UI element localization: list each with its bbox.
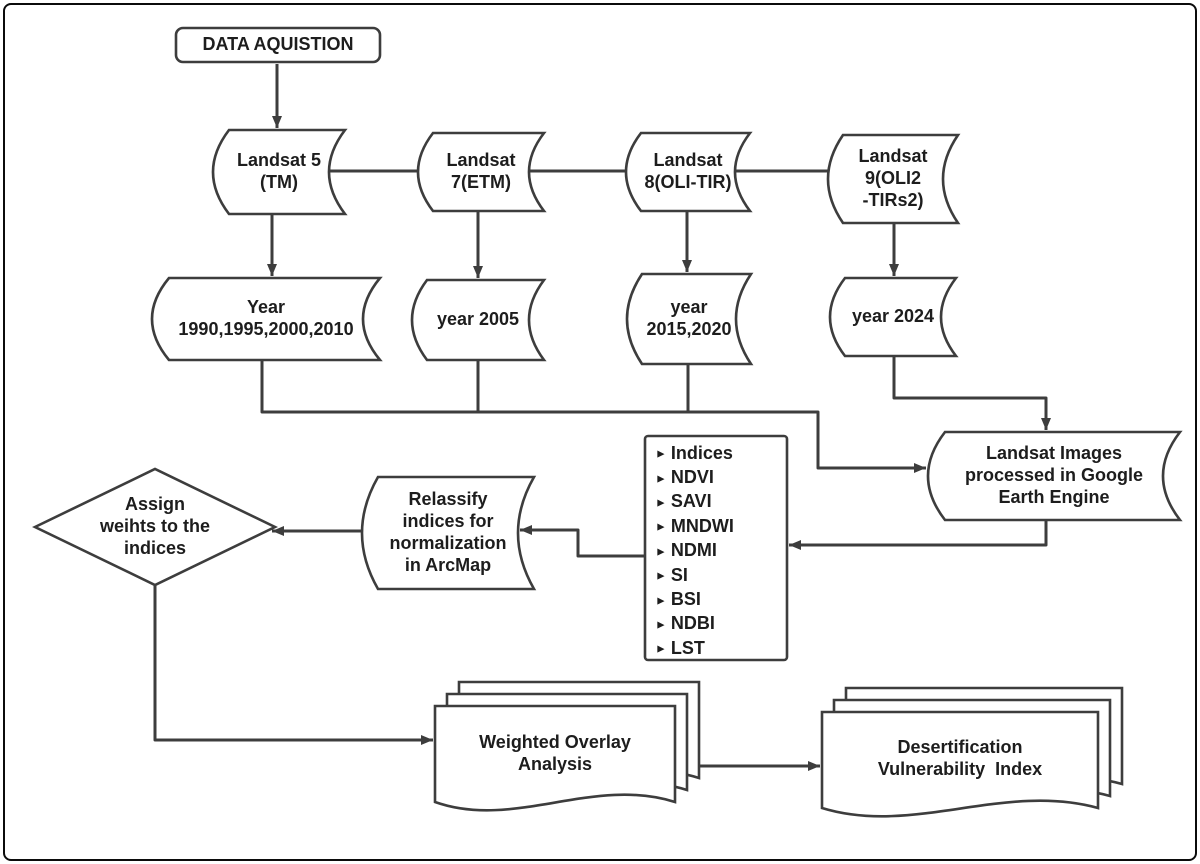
index-label: SAVI	[670, 491, 712, 512]
index-label: LST	[670, 637, 705, 658]
node-data-aquistion-label: DATA AQUISTION	[202, 34, 354, 55]
triangle-bullet-icon: ►	[655, 544, 667, 559]
node-weighted-overlay-shape	[435, 682, 699, 810]
triangle-bullet-icon: ►	[655, 495, 667, 510]
node-landsat7-label: Landsat 7(ETM)	[446, 150, 516, 192]
triangle-bullet-icon: ►	[655, 593, 667, 608]
node-years-landsat7-shape	[412, 280, 544, 360]
node-landsat5-shape	[213, 130, 345, 214]
node-years-landsat5-shape	[152, 278, 380, 360]
index-label: NDBI	[670, 613, 715, 634]
node-years-landsat8-label: year 2015,2020	[646, 297, 732, 339]
list-item	[655, 441, 783, 465]
list-item	[655, 514, 783, 538]
node-reclassify-label: Relassify indices for normalization in ArcMap	[389, 489, 507, 575]
node-dvi-label: Desertification Vulnerability Index	[877, 737, 1043, 779]
node-data-aquistion-shape	[176, 28, 380, 62]
node-landsat9-shape	[828, 135, 958, 223]
list-item	[655, 587, 783, 611]
indices-list	[645, 436, 787, 660]
triangle-bullet-icon: ►	[655, 641, 667, 656]
triangle-bullet-icon: ►	[655, 519, 667, 534]
node-landsat5-label: Landsat 5 (TM)	[236, 150, 322, 192]
node-landsat8-label: Landsat 8(OLI-TIR)	[644, 150, 732, 192]
node-weighted-overlay-label: Weighted Overlay Analysis	[479, 731, 631, 774]
list-item	[655, 636, 783, 660]
triangle-bullet-icon: ►	[655, 471, 667, 486]
node-gee-label: Landsat Images processed in Google Earth Engine	[964, 443, 1144, 507]
list-item	[655, 490, 783, 514]
node-dvi-shape	[822, 688, 1122, 816]
node-landsat9-label: Landsat 9(OLI2 -TIRs2)	[858, 146, 928, 210]
triangle-bullet-icon: ►	[655, 617, 667, 632]
node-landsat8-shape	[626, 133, 750, 211]
index-label: MNDWI	[670, 515, 734, 536]
arrow-gee-to-indices	[789, 520, 1046, 545]
index-label: NDVI	[670, 467, 714, 488]
index-label: NDMI	[670, 540, 717, 561]
node-years-landsat7-label: year 2005	[436, 309, 520, 330]
indices-items	[655, 441, 783, 661]
arrow-years-merge-to-gee	[262, 360, 926, 468]
index-label: Indices	[670, 442, 733, 463]
arrow-indices-to-reclassify	[520, 530, 645, 556]
list-item	[655, 563, 783, 587]
list-item	[655, 539, 783, 563]
node-assign-weights-shape	[35, 469, 275, 585]
node-years-landsat8-shape	[627, 274, 751, 364]
node-gee-shape	[928, 432, 1180, 520]
node-landsat7-shape	[418, 133, 544, 211]
arrow-assign-weights-to-weighted-overlay	[155, 585, 433, 740]
arrow-year2024-to-gee	[894, 356, 1046, 430]
triangle-bullet-icon: ►	[655, 568, 667, 583]
node-reclassify-shape	[362, 477, 534, 589]
triangle-bullet-icon: ►	[655, 446, 667, 461]
node-years-landsat5-label: Year 1990,1995,2000,2010	[178, 297, 354, 339]
index-label: BSI	[670, 589, 701, 610]
node-years-landsat9-shape	[830, 278, 956, 356]
node-assign-weights-label: Assign weihts to the indices	[99, 494, 210, 558]
index-label: SI	[670, 564, 688, 585]
node-years-landsat9-label: year 2024	[851, 306, 935, 327]
list-item	[655, 612, 783, 636]
list-item	[655, 465, 783, 489]
